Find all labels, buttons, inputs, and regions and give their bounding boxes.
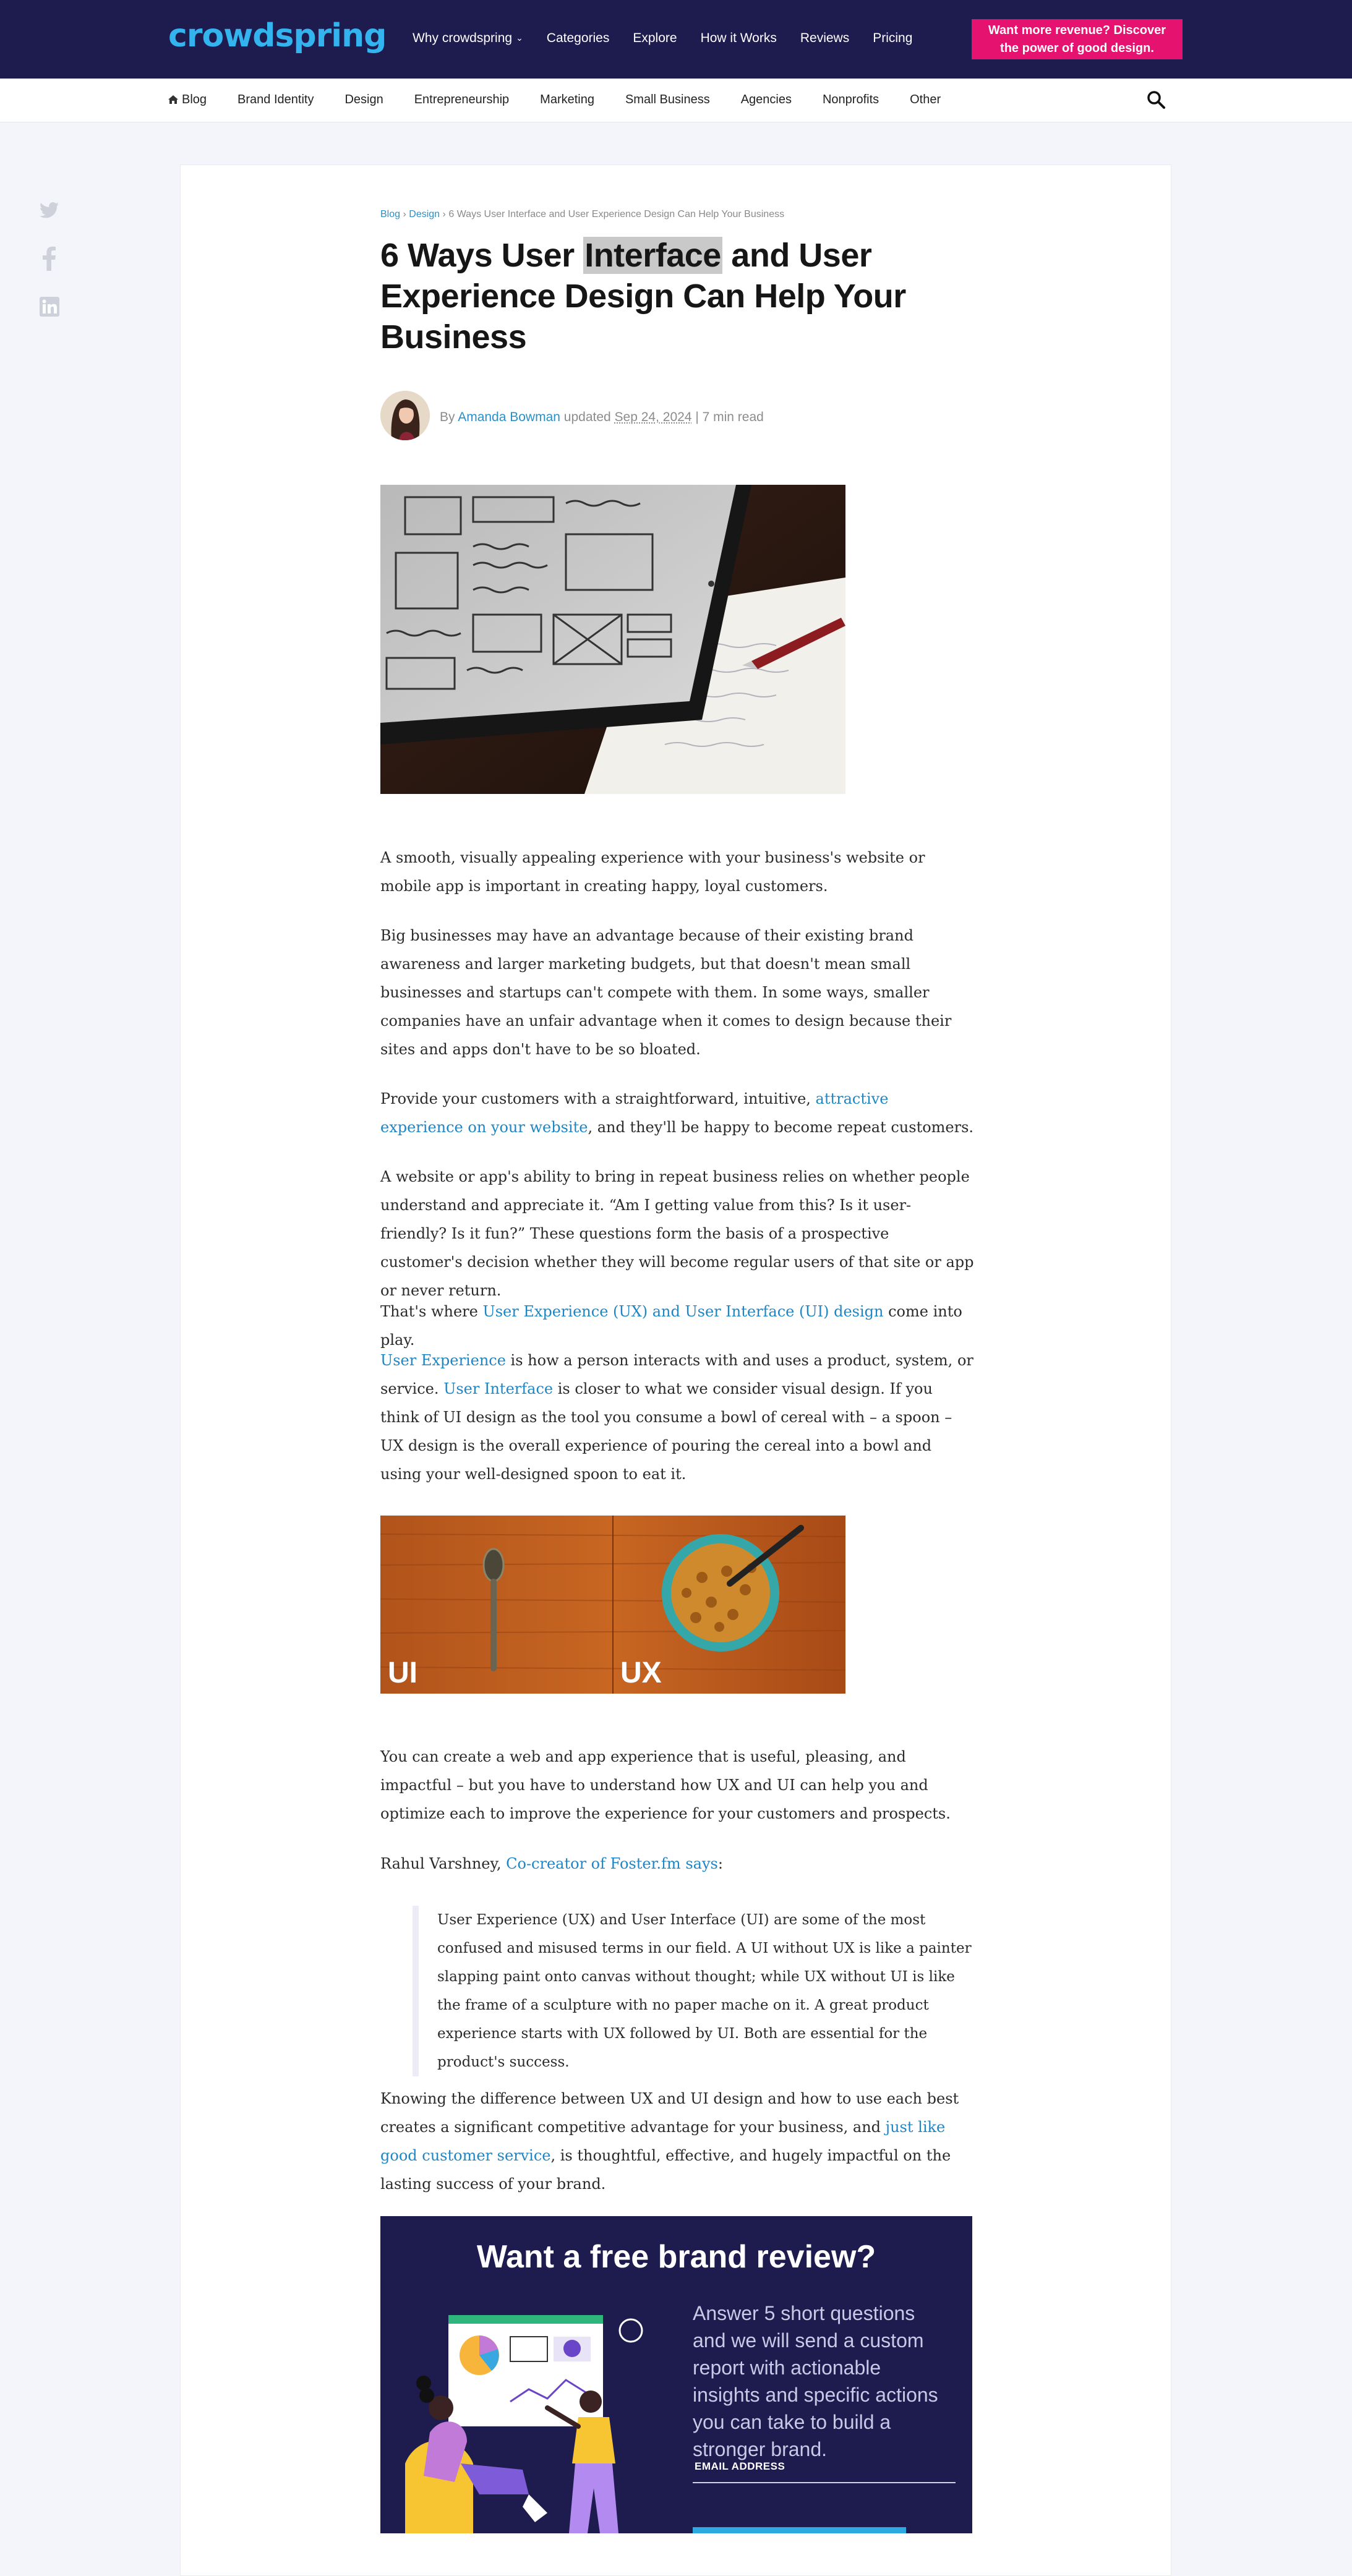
email-field[interactable]	[693, 2482, 956, 2483]
breadcrumb: Blog › Design › 6 Ways User Interface and User Experience Design Can Help Your Business	[380, 209, 785, 220]
subnav-other[interactable]: Other	[910, 93, 941, 106]
author-link[interactable]: Amanda Bowman	[458, 410, 560, 424]
ui-ux-spoon-cereal-image	[380, 1516, 845, 1694]
paragraph-8: Rahul Varshney, Co-creator of Foster.fm says:	[380, 1855, 723, 1872]
subnav-small-business[interactable]: Small Business	[625, 93, 710, 106]
nav-why-crowdspring[interactable]: Why crowdspring ⌄	[413, 31, 523, 45]
nav-reviews[interactable]: Reviews	[800, 31, 850, 45]
paragraph-5: That's where User Experience (UX) and User Interface (UI) design come into play.	[380, 1303, 962, 1349]
attractive-experience-link[interactable]: attractive experience on your website	[380, 1090, 889, 1136]
customer-service-link[interactable]: just like good customer service	[380, 2118, 946, 2164]
subnav-blog[interactable]: Blog	[168, 93, 207, 107]
user-experience-link[interactable]: User Experience	[380, 1352, 506, 1369]
breadcrumb-design[interactable]: Design	[409, 209, 440, 220]
subnav-agencies[interactable]: Agencies	[740, 93, 792, 106]
subnav-design[interactable]: Design	[344, 93, 383, 106]
nav-categories[interactable]: Categories	[546, 31, 610, 45]
nav-how-it-works[interactable]: How it Works	[700, 31, 777, 45]
highlighted-word: Interface	[584, 237, 721, 274]
search-icon[interactable]	[1146, 90, 1166, 109]
breadcrumb-current: 6 Ways User Interface and User Experience Design Can Help Your Business	[448, 209, 785, 220]
ux-ui-design-link[interactable]: User Experience (UX) and User Interface (UI) design	[482, 1303, 884, 1320]
breadcrumb-blog[interactable]: Blog	[380, 209, 401, 220]
subnav-marketing[interactable]: Marketing	[540, 93, 594, 106]
nav-explore[interactable]: Explore	[633, 31, 677, 45]
nav-pricing[interactable]: Pricing	[873, 31, 913, 45]
revenue-cta-button[interactable]: Want more revenue? Discover the power of good design.	[972, 19, 1183, 59]
paragraph-1: A smooth, visually appealing experience with your business's website or mobile app is important in creating happy, loyal customers.	[380, 849, 925, 895]
tablet-wireframe-image	[380, 485, 845, 794]
home-icon	[168, 93, 178, 102]
paragraph-3: Provide your customers with a straightforward, intuitive, attractive experience on your website, and they'll be happy to become repeat customers.	[380, 1090, 974, 1136]
linkedin-icon[interactable]	[40, 297, 59, 317]
promo-illustration	[405, 2309, 665, 2533]
read-time: 7 min read	[702, 410, 764, 424]
main-nav	[413, 31, 936, 46]
user-interface-link[interactable]: User Interface	[443, 1380, 554, 1397]
chevron-down-icon: ⌄	[516, 33, 523, 43]
ux-label: UX	[620, 1657, 662, 1689]
paragraph-9: Knowing the difference between UX and UI design and how to use each best creates a significant competitive advantage for your business, and just like good customer service, is thoughtful, effective, and hugely impactful on the lasting success of your brand.	[380, 2090, 959, 2193]
paragraph-4: A website or app's ability to bring in repeat business relies on whether people understand and appreciate it. “Am I getting value from this? Is it user-friendly? Is it fun?” These questions form the basis of a prospective customer's decision whether they will become regular users of that site or app or never return.	[380, 1168, 974, 1299]
page-title: 6 Ways User Interface and User Experience Design Can Help Your Business	[380, 237, 906, 356]
brand-review-promo	[380, 2216, 972, 2533]
promo-description: Answer 5 short questions and we will send a custom report with actionable insights and specific actions you can take to build a stronger brand.	[693, 2302, 938, 2460]
subnav-nonprofits[interactable]: Nonprofits	[822, 93, 879, 106]
article-byline: By Amanda Bowman updated Sep 24, 2024 | 7 min read	[440, 410, 764, 424]
crowdspring-logo[interactable]: crowdspring	[168, 17, 387, 54]
email-label: EMAIL ADDRESS	[695, 2460, 785, 2472]
author-avatar[interactable]	[380, 391, 430, 440]
top-navbar	[0, 0, 1352, 79]
category-nav	[0, 79, 1352, 122]
ui-label: UI	[388, 1657, 417, 1689]
paragraph-6: User Experience is how a person interacts with and uses a product, system, or service. User Interface is closer to what we consider visual design. If you think of UI design as the tool you consume a bowl of cereal with – a spoon – UX design is the overall experience of pouring the cereal into a bowl and using your well-designed spoon to eat it.	[380, 1352, 973, 1483]
twitter-icon[interactable]	[40, 202, 59, 221]
rahul-quote: User Experience (UX) and User Interface (UI) are some of the most confused and misused terms in our field. A UI without UX is like a painter slapping paint onto canvas without thought; while UX without UI is like the frame of a sculpture with no paper mache on it. A great product experience starts with UX followed by UI. Both are essential for the product's success.	[413, 1906, 982, 2076]
foster-fm-link[interactable]: Co-creator of Foster.fm says	[506, 1855, 718, 1872]
promo-title: Want a free brand review?	[476, 2239, 876, 2275]
subnav-entrepreneurship[interactable]: Entrepreneurship	[414, 93, 510, 106]
paragraph-2: Big businesses may have an advantage because of their existing brand awareness and larger marketing budgets, but that doesn't mean small businesses and startups can't compete with them. In some ways, smaller companies have an unfair advantage when it comes to design because their sites and apps don't have to be so bloated.	[380, 927, 952, 1058]
paragraph-7: You can create a web and app experience that is useful, pleasing, and impactful – but you have to understand how UX and UI can help you and optimize each to improve the experience for your customers and prospects.	[380, 1748, 951, 1822]
subnav-brand-identity[interactable]: Brand Identity	[237, 93, 314, 106]
submit-button[interactable]	[693, 2527, 906, 2533]
article-date: Sep 24, 2024	[614, 410, 692, 424]
facebook-icon[interactable]	[40, 246, 59, 266]
